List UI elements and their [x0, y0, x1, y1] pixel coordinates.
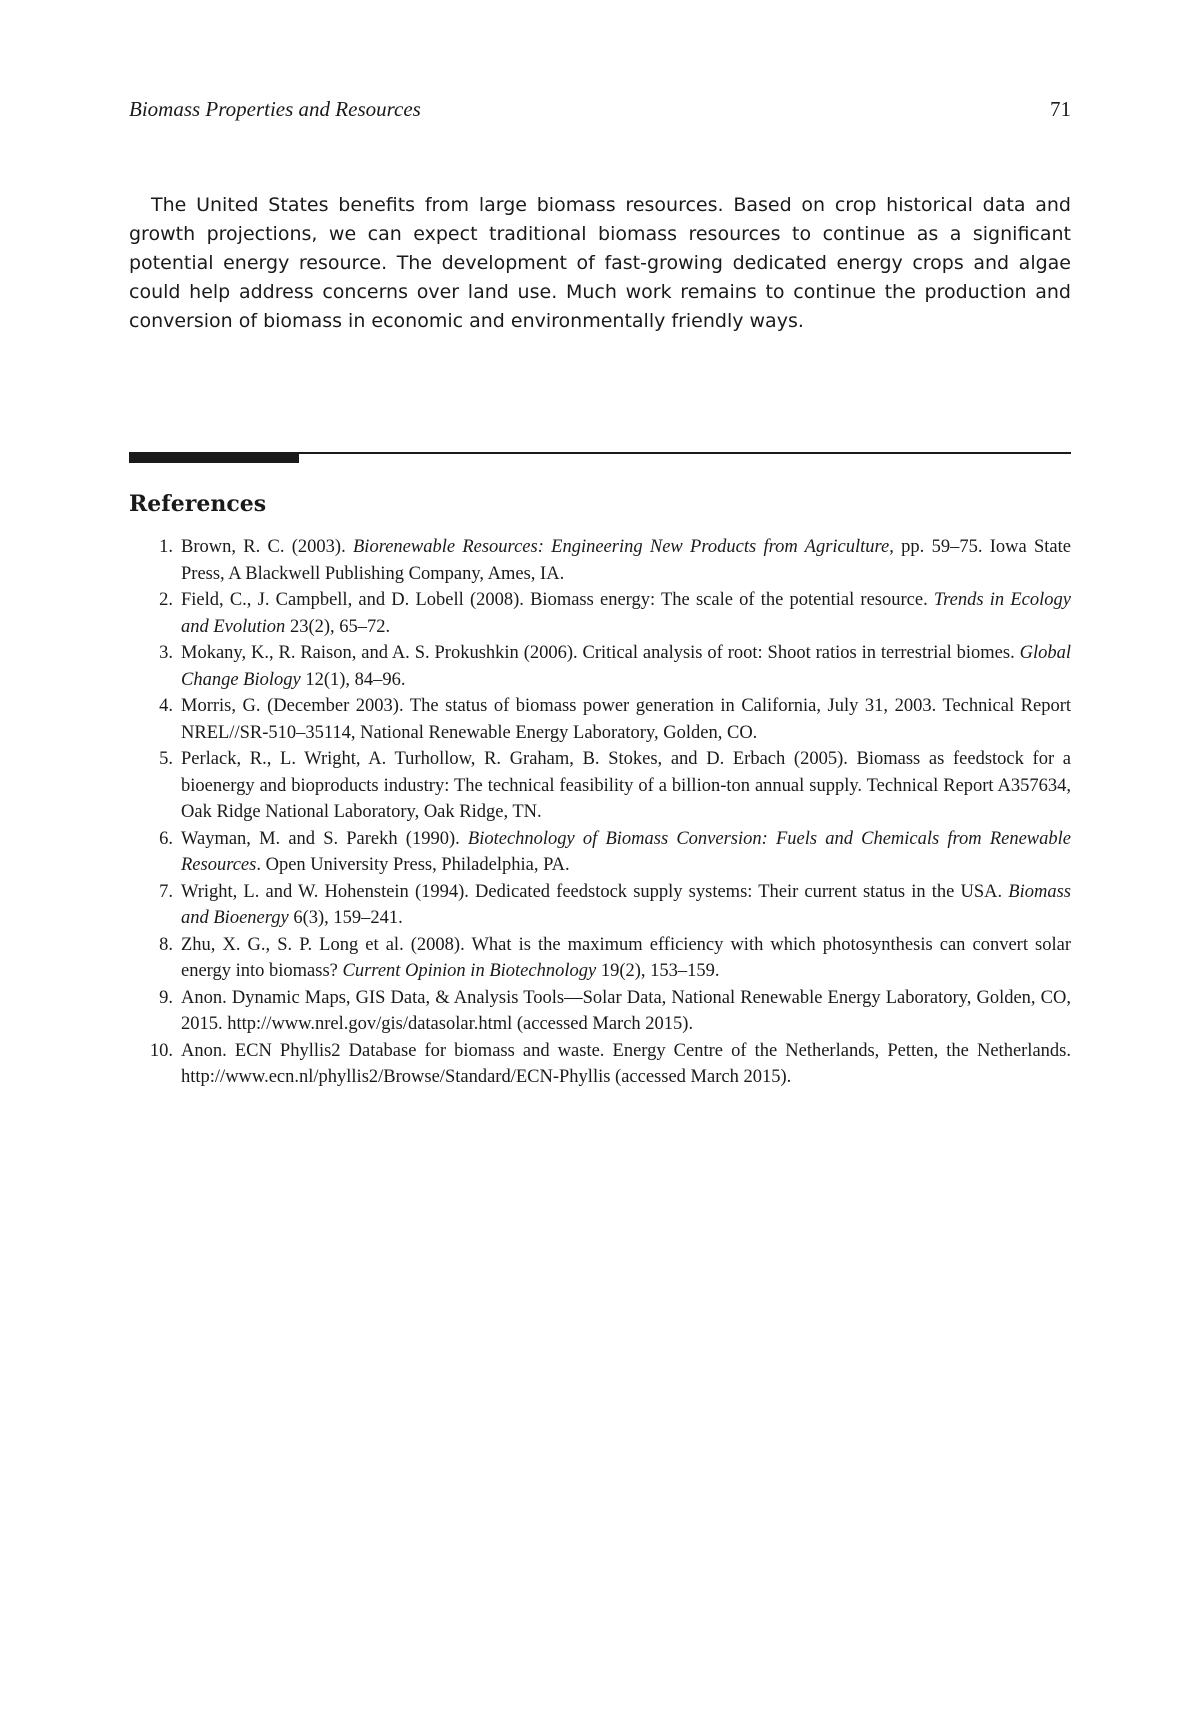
reference-number: 4.	[159, 696, 173, 716]
reference-item	[129, 826, 1071, 879]
document-page	[129, 0, 1071, 1714]
reference-text-plain: Brown, R. C. (2003).	[181, 537, 353, 557]
reference-title-italic: Biorenewable Resources: Engineering New Products from Agriculture	[353, 537, 890, 557]
reference-text	[181, 749, 1071, 822]
section-divider-bar	[129, 452, 299, 463]
reference-number: 10.	[149, 1040, 173, 1061]
reference-text-tail: 23(2), 65–72.	[285, 616, 391, 637]
reference-number: 2.	[159, 590, 173, 610]
reference-item	[129, 746, 1071, 826]
reference-title-italic: Biotechnology of Biomass Conversion: Fuels and Chemicals from Renewable Resources	[181, 828, 1071, 875]
reference-text	[181, 643, 1071, 690]
reference-text	[181, 537, 1071, 584]
reference-item	[129, 587, 1071, 640]
reference-number: 6.	[159, 828, 173, 849]
running-header	[129, 96, 1071, 122]
reference-text-plain: Mokany, K., R. Raison, and A. S. Prokushkin (2006). Critical analysis of root: Shoot ratios in terrestrial biomes.	[181, 643, 1020, 663]
reference-text	[181, 882, 1071, 929]
reference-text-plain: Wayman, M. and S. Parekh (1990).	[181, 828, 468, 849]
reference-text-tail: 6(3), 159–241.	[288, 908, 403, 928]
reference-item	[129, 640, 1071, 693]
reference-number: 8.	[159, 934, 173, 955]
reference-text-tail: 19(2), 153–159.	[596, 961, 720, 981]
reference-text-tail: , pp. 59–75. Iowa State Press, A Blackwell Publishing Company, Ames, IA.	[181, 537, 1071, 584]
reference-text	[181, 590, 1071, 637]
reference-title-italic: Biomass and Bioenergy	[181, 881, 1071, 928]
reference-text-plain: Perlack, R., L. Wright, A. Turhollow, R. Graham, B. Stokes, and D. Erbach (2005). Biomass as feedstock for a bioenergy and bioproducts industry: The technical feasibility of a billion-ton annual supply. Technical Report A357634, Oak Ridge National Laboratory, Oak Ridge, TN.	[181, 749, 1071, 822]
reference-number: 1.	[159, 537, 173, 557]
reference-text-tail: . Open University Press, Philadelphia, PA.	[256, 855, 570, 875]
reference-title-italic: Current Opinion in Biotechnology	[342, 961, 597, 981]
reference-number: 3.	[159, 643, 173, 663]
references-heading: References	[129, 491, 267, 517]
body-paragraph: The United States benefits from large biomass resources. Based on crop historical data and growth projections, we can expect traditional biomass resources to continue as a significant potential energy resource. The development of fast-growing dedicated energy crops and algae could help address concerns over land use. Much work remains to continue the production and conversion of biomass in economic and environmentally friendly ways.	[129, 194, 1071, 332]
references-list	[129, 534, 1071, 1091]
reference-text	[181, 988, 1071, 1035]
reference-text-plain: Wright, L. and W. Hohenstein (1994). Dedicated feedstock supply systems: Their current status in the USA.	[181, 881, 1009, 902]
reference-text-plain: Anon. Dynamic Maps, GIS Data, & Analysis Tools—Solar Data, National Renewable Energy Laboratory, Golden, CO, 2015. http://www.nrel.gov/gis/datasolar.html (accessed March 2015).	[181, 987, 1071, 1034]
reference-item	[129, 534, 1071, 587]
reference-text-plain: Field, C., J. Campbell, and D. Lobell (2008). Biomass energy: The scale of the potential resource.	[181, 590, 934, 610]
reference-item	[129, 879, 1071, 932]
reference-number: 7.	[159, 881, 173, 902]
reference-item	[129, 932, 1071, 985]
reference-item	[129, 693, 1071, 746]
reference-text	[181, 935, 1071, 982]
reference-text-plain: Zhu, X. G., S. P. Long et al. (2008). What is the maximum efficiency with which photosynthesis can convert solar energy into biomass?	[181, 934, 1071, 981]
reference-title-italic: Trends in Ecology and Evolution	[181, 590, 1071, 637]
reference-text-plain: Morris, G. (December 2003). The status of biomass power generation in California, July 31, 2003. Technical Report NREL//SR-510–35114, National Renewable Energy Laboratory, Golden, CO.	[181, 696, 1071, 743]
reference-item	[129, 1038, 1071, 1091]
reference-number: 5.	[159, 749, 173, 769]
reference-title-italic: Global Change Biology	[181, 643, 1071, 690]
running-header-title: Biomass Properties and Resources	[129, 97, 421, 121]
reference-text-tail: 12(1), 84–96.	[300, 669, 406, 690]
reference-item	[129, 985, 1071, 1038]
page-number: 71	[1050, 97, 1071, 121]
reference-text	[181, 1041, 1071, 1088]
reference-text-plain: Anon. ECN Phyllis2 Database for biomass and waste. Energy Centre of the Netherlands, Petten, the Netherlands. http://www.ecn.nl/phyllis2/Browse/Standard/ECN-Phyllis (accessed March 2015).	[181, 1040, 1071, 1087]
reference-text	[181, 829, 1071, 876]
reference-text	[181, 696, 1071, 743]
reference-number: 9.	[159, 987, 173, 1008]
